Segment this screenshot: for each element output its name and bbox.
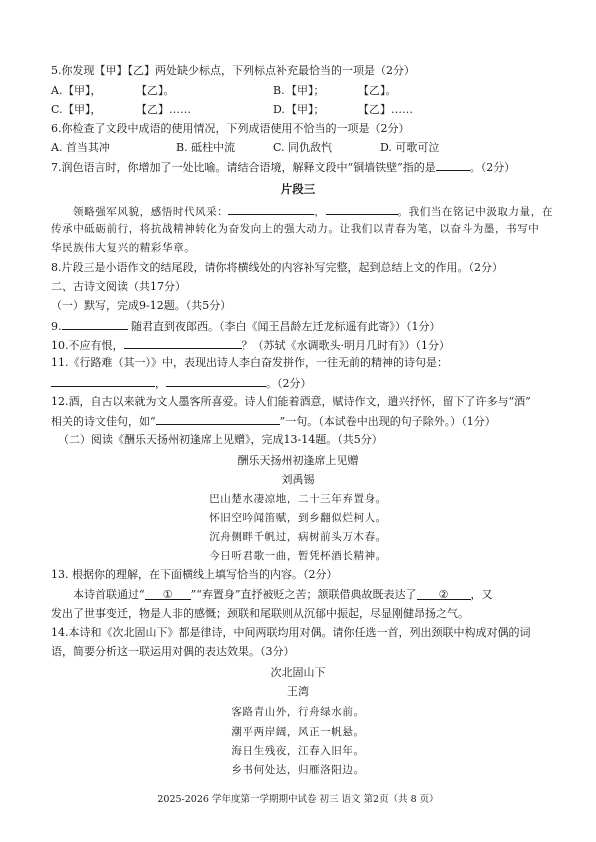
q9-line bbox=[51, 318, 441, 334]
q10-text: 10.不应有恨， bbox=[51, 339, 124, 352]
q14-line-1: 14.本诗和《次北固山下》都是律诗，中间两联均用对偶。请你任选一首，列出颈联中构成对偶的词 bbox=[51, 626, 531, 639]
poem2-line-2: 潮平两岸阔，风正一帆悬。 bbox=[231, 726, 365, 738]
poem1-author: 刘禹锡 bbox=[281, 473, 315, 486]
section3-line-1 bbox=[73, 203, 553, 219]
q13-line-1-start: 本诗首联通过“ bbox=[73, 588, 145, 601]
q5-stem: 5.你发现【甲】【乙】两处缺少标点，下列标点补充最恰当的一项是（2分） bbox=[51, 64, 415, 77]
q13-blank-1[interactable]: ① bbox=[145, 588, 191, 600]
q13-blank-2[interactable]: ② bbox=[417, 588, 471, 600]
poem1-line-4: 今日听君歌一曲，暂凭杯酒长精神。 bbox=[209, 550, 387, 562]
section3-line-1-comma: ， bbox=[314, 206, 326, 218]
section3-title: 片段三 bbox=[280, 182, 316, 196]
section3-line-3: 华民族伟大复兴的精彩华章。 bbox=[51, 242, 196, 254]
section3-blank-1[interactable] bbox=[228, 203, 314, 215]
poem1-line-3: 沉舟侧畔千帆过，病树前头万木春。 bbox=[209, 531, 387, 543]
poem1-line-1: 巴山楚水凄凉地，二十三年弃置身。 bbox=[209, 493, 387, 505]
part2-title: 二、古诗文阅读（共17分） bbox=[51, 280, 186, 293]
poem2-line-3: 海日生残夜，江春入旧年。 bbox=[231, 745, 365, 757]
q13-line-2: 发出了世事变迁，物是人非的感慨；颈联和尾联则从沉郁中振起，尽显刚健昂扬之气。 bbox=[51, 607, 469, 620]
section3-line-2: 传承中砥砺前行，将抗战精神转化为奋发向上的强大动力。让我们以青春为笔，以奋斗为墨，书写中 bbox=[51, 223, 540, 235]
q13-stem: 13. 根据你的理解，在下面横线上填写恰当的内容。（2分） bbox=[51, 568, 338, 581]
section3-blank-2[interactable] bbox=[326, 203, 398, 215]
q6-option-d: D. 可歌可泣 bbox=[380, 141, 440, 154]
poem2-author: 王湾 bbox=[287, 685, 309, 698]
q10-answer-blank[interactable] bbox=[124, 337, 242, 349]
q7-answer-blank[interactable] bbox=[436, 159, 470, 171]
q7-text: 7.润色语言时，你增加了一处比喻。请结合语境，解释文段中“铜墙铁壁”指的是 bbox=[51, 161, 436, 174]
q5-option-c-2: 【乙】…… bbox=[136, 103, 191, 116]
q12-line-2 bbox=[51, 413, 496, 429]
q5-option-a-1: 【甲】， bbox=[63, 84, 102, 97]
part2-sub1: （一）默写，完成9-12题。（共5分） bbox=[51, 299, 232, 312]
q7-score: 。（2分） bbox=[469, 161, 516, 174]
q8-stem: 8.片段三是小语作文的结尾段，请你将横线处的内容补写完整，起到总结上文的作用。（2分） bbox=[51, 261, 503, 274]
q10-source: ？（苏轼《水调歌头·明月几时有》）（1分） bbox=[241, 339, 450, 352]
q13-line-1-end: ，又 bbox=[470, 588, 493, 601]
q6-option-a: A. 首当其冲 bbox=[51, 141, 110, 154]
q5-option-c-label: C. bbox=[51, 103, 63, 116]
q5-option-c-1: 【甲】， bbox=[63, 103, 102, 116]
q5-option-d-label: D. bbox=[273, 103, 285, 116]
q7-line bbox=[51, 159, 515, 175]
q14-line-2: 语，简要分析这一联运用对偶的表达效果。（3分） bbox=[51, 645, 295, 658]
q5-option-b-label: B. bbox=[273, 84, 285, 97]
q5-option-d-2: 【乙】…… bbox=[358, 103, 413, 116]
part2-sub2: （二）阅读《酬乐天扬州初逢席上见赠》，完成13-14题。（共5分） bbox=[58, 433, 383, 446]
q9-text: 随君直到夜郎西。（李白《闻王昌龄左迁龙标遥有此寄》）（1分） bbox=[131, 320, 441, 333]
q11-answer-line bbox=[51, 375, 312, 391]
q6-option-b: B. 砥柱中流 bbox=[176, 141, 236, 154]
section3-line-1-end: 。我们当在铭记中汲取力量，在 bbox=[397, 206, 553, 218]
q9-answer-blank[interactable] bbox=[62, 318, 128, 330]
page-footer: 2025-2026 学年度第一学期期中试卷 初三 语文 第2页（共 8 页） bbox=[157, 794, 439, 805]
q11-answer-blank-1[interactable] bbox=[51, 375, 155, 387]
q6-option-c: C. 同仇敌忾 bbox=[273, 141, 333, 154]
poem1-line-2: 怀旧空吟闻笛赋，到乡翻似烂柯人。 bbox=[209, 512, 387, 524]
q5-option-a-label: A. bbox=[51, 84, 63, 97]
q9-label: 9. bbox=[51, 320, 62, 333]
q12-line-2-end: ”一句。（本试卷中出现的句子除外。）（1分） bbox=[279, 415, 496, 428]
poem2-title: 次北固山下 bbox=[270, 666, 326, 679]
q5-option-b-2: 【乙】。 bbox=[358, 84, 397, 97]
q11-answer-blank-2[interactable] bbox=[166, 375, 266, 387]
poem2-line-1: 客路青山外，行舟绿水前。 bbox=[231, 706, 365, 718]
q10-line bbox=[51, 337, 450, 353]
q5-option-b-1: 【甲】； bbox=[286, 84, 325, 97]
q11-stem: 11.《行路难（其一）》中，表现出诗人李白奋发拼作，一往无前的精神的诗句是： bbox=[51, 356, 448, 369]
q13-line-1 bbox=[73, 588, 493, 602]
q6-stem: 6.你检查了文段中成语的使用情况，下列成语使用不恰当的一项是（2分） bbox=[51, 122, 410, 135]
poem2-line-4: 乡书何处达，归雁洛阳边。 bbox=[231, 764, 365, 776]
q5-option-a-2: 【乙】。 bbox=[136, 84, 175, 97]
q13-line-1-mid: ”“弃置身”直抒被贬之苦；颔联借典故既表达了 bbox=[190, 588, 417, 601]
q12-line-1: 12.酒，自古以来就为文人墨客所喜爱。诗人们能着酒意，赋诗作文，遣兴抒怀，留下了许多与“酒” bbox=[51, 395, 531, 408]
poem1-title: 酬乐天扬州初逢席上见赠 bbox=[237, 454, 359, 467]
q11-score: 。（2分） bbox=[266, 377, 312, 390]
q12-line-2-start: 相关的诗文佳句，如“ bbox=[51, 415, 156, 428]
q12-answer-blank[interactable] bbox=[156, 413, 280, 425]
q5-option-d-1: 【甲】； bbox=[286, 103, 325, 116]
section3-line-1-start: 领略强军风貌，感悟时代风采： bbox=[73, 206, 229, 218]
q11-comma: ， bbox=[155, 377, 166, 390]
